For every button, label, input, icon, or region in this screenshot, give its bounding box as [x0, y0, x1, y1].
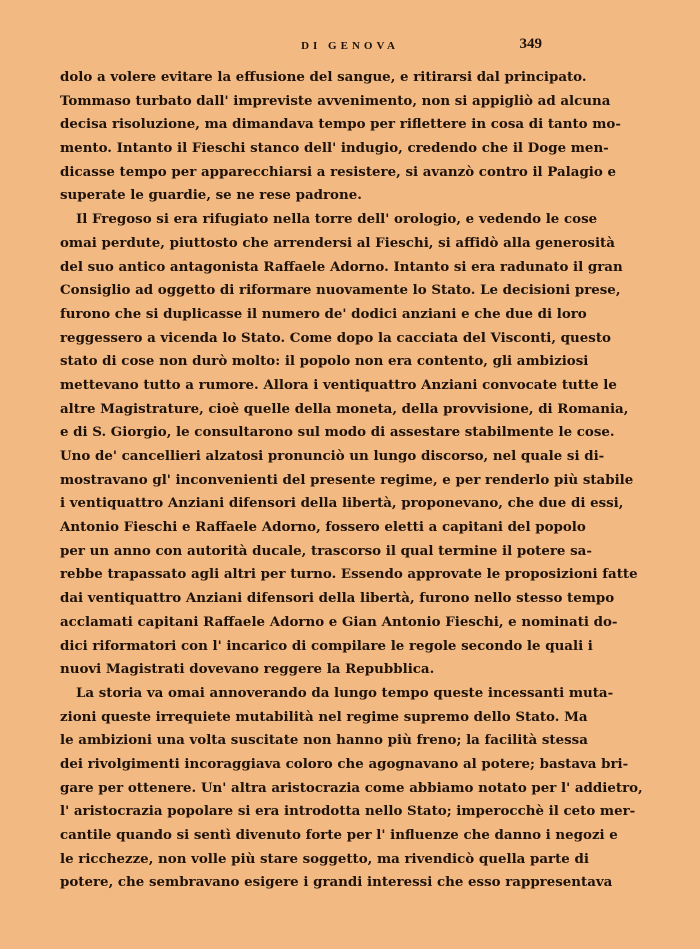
- text-line: altre Magistrature, cioè quelle della moneta, della provvisione, di Romania,: [60, 400, 629, 417]
- paragraph: [60, 66, 621, 208]
- body-text: [60, 66, 643, 895]
- text-line: dei rivolgimenti incoraggiava coloro che agognavano al potere; bastava bri-: [60, 755, 629, 772]
- text-line: Il Fregoso si era rifugiato nella torre dell' orologio, e vedendo le cose: [76, 211, 598, 228]
- text-line: dai ventiquattro Anziani difensori della libertà, furono nello stesso tempo: [60, 590, 615, 607]
- text-line: mostravano gl' inconvenienti del presente regime, e per renderlo più stabile: [60, 471, 634, 488]
- text-line: i ventiquattro Anziani difensori della libertà, proponevano, che due di essi,: [60, 495, 624, 512]
- text-line: superate le guardie, se ne rese padrone.: [60, 187, 362, 204]
- text-line: rebbe trapassato agli altri per turno. Essendo approvate le proposizioni fatte: [60, 566, 638, 583]
- text-line: le ricchezze, non volle più stare soggetto, ma rivendicò quella parte di: [60, 850, 589, 867]
- text-line: decisa risoluzione, ma dimandava tempo per riflettere in cosa di tanto mo-: [60, 116, 621, 133]
- text-line: potere, che sembravano esigere i grandi interessi che esso rappresentava: [60, 874, 613, 891]
- paragraph: [60, 208, 638, 682]
- text-line: dolo a volere evitare la effusione del sangue, e ritirarsi dal principato.: [60, 69, 587, 85]
- running-title: DI GENOVA: [301, 40, 399, 52]
- text-line: stato di cose non durò molto: il popolo non era contento, gli ambiziosi: [60, 353, 589, 370]
- text-line: cantile quando si sentì divenuto forte per l' influenze che danno i negozi e: [60, 827, 618, 843]
- paragraph: [60, 682, 643, 895]
- text-line: Consiglio ad oggetto di riformare nuovamente lo Stato. Le decisioni prese,: [60, 282, 621, 299]
- text-line: Antonio Fieschi e Raffaele Adorno, fossero eletti a capitani del popolo: [60, 519, 586, 536]
- text-line: del suo antico antagonista Raffaele Adorno. Intanto si era radunato il gran: [60, 258, 623, 275]
- text-line: dici riformatori con l' incarico di compilare le regole secondo le quali i: [60, 637, 593, 654]
- text-line: Uno de' cancellieri alzatosi pronunciò un lungo discorso, nel quale si di-: [60, 448, 605, 464]
- text-line: La storia va omai annoverando da lungo tempo queste incessanti muta-: [76, 684, 614, 701]
- text-line: e di S. Giorgio, le consultarono sul modo di assestare stabilmente le cose.: [60, 424, 615, 441]
- text-line: le ambizioni una volta suscitate non hanno più freno; la facilità stessa: [60, 732, 588, 749]
- text-line: dicasse tempo per apparecchiarsi a resistere, si avanzò contro il Palagio e: [60, 163, 617, 180]
- text-line: mettevano tutto a rumore. Allora i ventiquattro Anziani convocate tutte le: [60, 376, 617, 393]
- text-line: Tommaso turbato dall' impreviste avvenimento, non si appigliò ad alcuna: [60, 92, 611, 109]
- text-line: per un anno con autorità ducale, trascorso il qual termine il potere sa-: [60, 542, 592, 559]
- text-line: l' aristocrazia popolare si era introdotta nello Stato; imperocchè il ceto mer-: [60, 803, 636, 820]
- text-line: mento. Intanto il Fieschi stanco dell' indugio, credendo che il Doge men-: [60, 140, 609, 157]
- text-line: reggessero a vicenda lo Stato. Come dopo la cacciata del Visconti, questo: [60, 329, 611, 346]
- text-line: nuovi Magistrati dovevano reggere la Repubblica.: [60, 661, 435, 678]
- page-number: 349: [519, 36, 542, 52]
- text-line: omai perdute, piuttosto che arrendersi al Fieschi, si affidò alla generosità: [60, 234, 615, 251]
- text-line: zioni queste irrequiete mutabilità nel regime supremo dello Stato. Ma: [60, 708, 588, 725]
- text-line: furono che si duplicasse il numero de' dodici anziani e che due di loro: [60, 305, 587, 322]
- text-line: gare per ottenere. Un' altra aristocrazia come abbiamo notato per l' addietro,: [60, 779, 643, 796]
- text-line: acclamati capitani Raffaele Adorno e Gian Antonio Fieschi, e nominati do-: [60, 613, 618, 630]
